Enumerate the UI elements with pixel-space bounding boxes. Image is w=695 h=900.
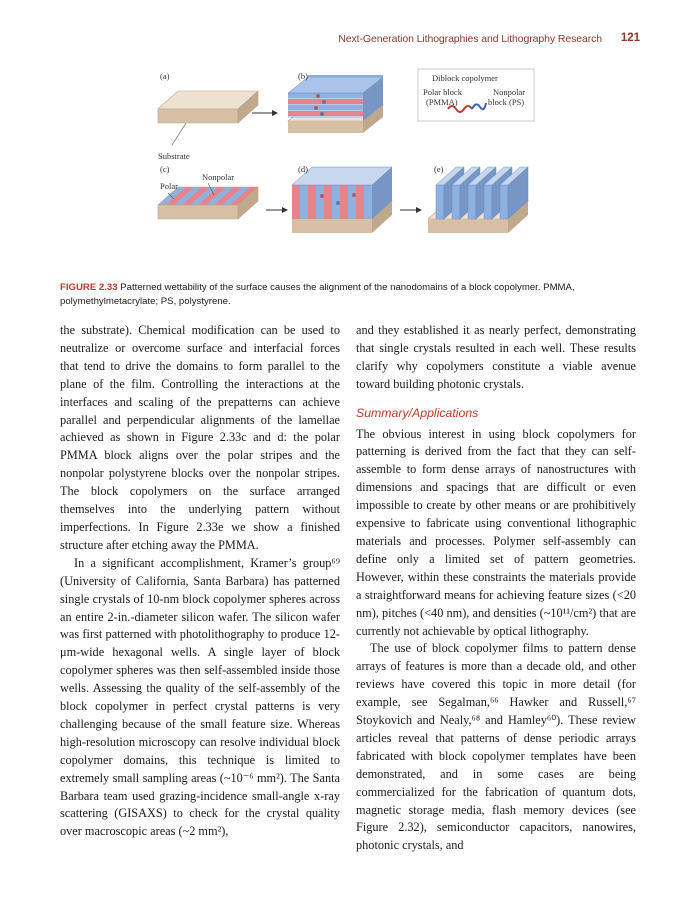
right-paragraph-1: and they established it as nearly perfect, demonstrating that single crystals resulted in each well. These results clarify why copolymers constitute a viable avenue toward building photonic crystals. (356, 323, 636, 391)
panel-e-label: (e) (434, 164, 444, 174)
left-paragraph-1: the substrate). Chemical modification can be used to neutralize or overcome surface and interfacial forces that tend to drive the domains to form parallel to the plane of the film. Controlling the interactions at the interfaces and scaling of the prepatterns can achieve parallel and perpendicular alignments of the lamellae achieved as shown in Figure 2.33c and d: the polar PMMA block aligns over the polar stripes and the nonpolar polystyrene blocks over the nonpolar stripes. The block copolymers on the surface arranged themselves into the underlying pattern without imperfections. In Figure 2.33e we show a finished structure after etching away the PMMA. (60, 323, 340, 552)
page-number: 121 (620, 32, 640, 44)
arrow-a-b (252, 110, 278, 116)
panel-d-label: (d) (298, 164, 308, 174)
caption-text: Patterned wettability of the surface causes the alignment of the nanodomains of a block copolymer. PMMA, polymethylmetacrylate; PS, polystyrene. (60, 282, 575, 307)
left-column (60, 322, 340, 841)
arrow-c-d (266, 207, 288, 213)
right-paragraph-3: The use of block copolymer films to pattern dense arrays of features is more than a decade old, and other reviews have covered this topic in more detail (for example, see Segalman,⁶⁶ Hawker and Russell,⁶⁷ Stoykovich and Nealy,⁶⁸ and Hamley⁶⁰). These review articles reveal that patterns of dense periodic arrays fabricated with block copolymer templates have been demonstrated, and in some cases are being commercialized for the fabrication of quantum dots, magnetic storage media, flash memory devices (see Figure 2.32), semiconductor capacitors, nanowires, photonic crystals, and (356, 641, 636, 853)
section-subheading: Summary/Applications (356, 405, 479, 420)
panel-c-label: (c) (160, 164, 170, 174)
nonpolar-label: Nonpolar (202, 172, 235, 182)
legend-title: Diblock copolymer (432, 73, 498, 83)
legend-nonpolar-line2: block (PS) (488, 97, 525, 107)
figure-number: FIGURE 2.33 (60, 282, 118, 293)
legend-polar-line1: Polar block (423, 87, 462, 97)
figure-2-33 (148, 65, 540, 273)
running-title: Next-Generation Lithographies and Lithography Research (338, 33, 602, 45)
panel-d-perpendicular-lamellae (292, 167, 392, 233)
running-header (0, 33, 695, 47)
right-column (356, 322, 636, 855)
panel-b-label: (b) (298, 71, 308, 81)
legend-polar-line2: (PMMA) (426, 97, 458, 107)
diblock-legend (418, 69, 534, 121)
figure-caption (60, 281, 640, 308)
panel-a-label: (a) (160, 71, 170, 81)
panel-e-etched-structure (428, 167, 528, 233)
arrow-d-e (400, 207, 422, 213)
panel-b-parallel-lamellae (288, 75, 383, 133)
polar-label: Polar (160, 181, 178, 191)
legend-nonpolar-line1: Nonpolar (493, 87, 526, 97)
right-paragraph-2: The obvious interest in using block copolymers for patterning is derived from the fact that they can self-assemble to form dense arrays of nanostructures with dimensions and spacings that are difficult or even impossible to create by other means or are prohibitively expensive to fabricate using conventional lithographic materials and processes. Polymer self-assembly can define only a limited set of pattern geometries. However, within these constraints the materials provide a straightforward means for achieving feature sizes (<20 nm), pitches (<40 nm), and densities (~10¹¹/cm²) that are currently not achievable by optical lithography. (356, 426, 636, 638)
left-paragraph-2: In a significant accomplishment, Kramer’s group⁶⁹ (University of California, Santa Barbara) has patterned single crystals of 10-nm block copolymer spheres across an entire 2-in.-diameter silicon wafer. The silicon wafer was first patterned with photolithography to produce 12-μm-wide hexagonal wells. A single layer of block copolymer spheres was then self-assembled inside those wells. Assessing the quality of the self-assembly of the block copolymer in perfect crystal patterns is very challenging because of the small feature size. Whereas high-resolution microscopy can resolve individual block copolymer domains, this technique is limited to extremely small sampling areas (~10⁻⁶ mm²). The Santa Barbara team used grazing-incidence small-angle x-ray scattering (GISAXS) to check for the crystal quality over macroscopic areas (~2 mm²), (60, 555, 340, 839)
panel-a-substrate (158, 91, 258, 145)
substrate-label: Substrate (158, 151, 190, 161)
substrate-leader-line (172, 123, 186, 145)
